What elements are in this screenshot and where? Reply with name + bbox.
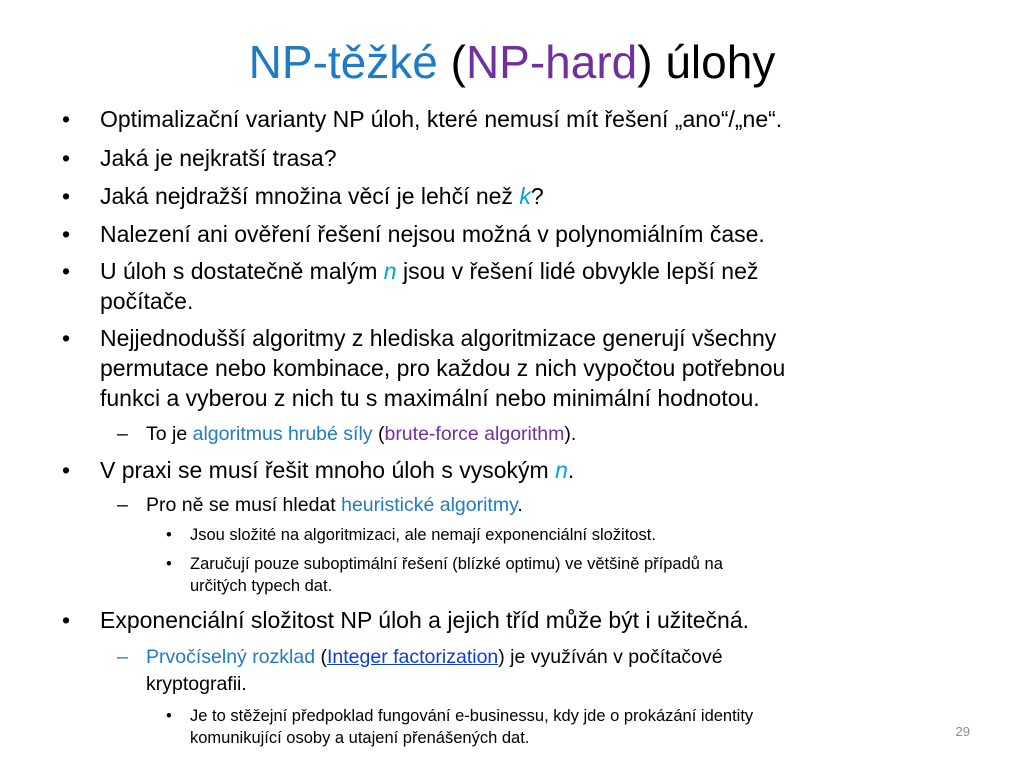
sub-bullet-factorization-continuation: kryptografii. [146,673,247,695]
sub-sub-bullet-complexity: Jsou složité na algoritmizaci, ale nemají exponenciální složitost. [190,526,656,544]
bullet-dot: • [62,607,71,633]
bullet-high-n [100,455,574,485]
bullet-exponential-useful: Exponenciální složitost NP úloh a jejich tříd může být i užitečná. [100,607,750,633]
sub-bullet-heuristics [146,492,523,518]
sub-sub-bullet-ebusiness-line2: komunikující osoby a utajení přenášených dat. [190,729,530,747]
sub-sub-bullet-dot: • [166,555,172,573]
bullet-shortest-route: Jaká je nejkratší trasa? [100,145,337,171]
knapsack-text: Jaká nejdražší množina věcí je lehčí než [100,183,513,209]
bullet-dot: • [62,325,71,351]
bullet-simplest-algorithms-line3: funkci a vyberou z nich tu s maximální nebo minimální hodnotou. [100,385,760,411]
bullet-knapsack [100,181,544,211]
sub-sub-bullet-suboptimal-line2: určitých typech dat. [190,577,333,595]
heuristics-pre: Pro ně se musí hledat [146,494,336,516]
brute-force-pre: To je [146,423,188,445]
sub-bullet-brute-force [146,421,576,447]
factorization-term: Prvočíselný rozklad [146,646,316,668]
heuristics-period: . [517,494,523,516]
bullet-dot: • [62,457,71,483]
factorization-post: ) je využíván v počítačové [498,646,723,668]
humans-text-post: jsou v řešení lidé obvykle lepší než [402,258,759,284]
variable-k: k [519,183,531,209]
brute-force-open-paren: ( [377,423,385,445]
variable-n: n [383,258,397,284]
title-czech-term: NP-těžké [248,36,438,88]
title-english-term: NP-hard [465,36,638,88]
brute-force-term: algoritmus hrubé síly [192,423,373,445]
bullet-dot: • [62,183,71,209]
bullet-optimization-variants: Optimalizační varianty NP úloh, které nemusí mít řešení „ano“/„ne“. [100,106,783,132]
sub-sub-bullet-ebusiness-line1: Je to stěžejní předpoklad fungování e-businessu, kdy jde o prokázání identity [190,707,754,725]
bullet-simplest-algorithms-line1: Nejjednodušší algoritmy z hlediska algoritmizace generují všechny [100,325,777,351]
humans-text-pre: U úloh s dostatečně malým [100,258,378,284]
integer-factorization-link[interactable]: Integer factorization [327,646,499,668]
title-rest: ) úlohy [637,36,776,88]
bullet-humans-better-continuation: počítače. [100,288,194,314]
high-n-period: . [567,457,575,483]
brute-force-english: brute-force algorithm [384,423,565,445]
variable-n: n [555,457,568,483]
factorization-open-paren: ( [320,646,327,668]
slide-title [0,32,1024,92]
bullet-simplest-algorithms-line2: permutace nebo kombinace, pro každou z nich vypočtou potřebnou [100,355,786,381]
high-n-text: V praxi se musí řešit mnoho úloh s vysokým [100,457,549,483]
bullet-humans-better [100,256,758,286]
sub-bullet-dash: – [117,423,128,445]
sub-bullet-dash: – [117,646,128,668]
sub-sub-bullet-dot: • [166,526,172,544]
bullet-not-polynomial: Nalezení ani ověření řešení nejsou možná v polynomiálním čase. [100,221,765,247]
bullet-dot: • [62,221,71,247]
page-number: 29 [955,724,970,739]
brute-force-close: ). [564,423,577,445]
sub-bullet-dash: – [117,494,128,516]
bullet-dot: • [62,145,71,171]
sub-sub-bullet-suboptimal-line1: Zaručují pouze suboptimální řešení (blízké optimu) ve většině případů na [190,555,723,573]
title-open-paren: ( [450,36,466,88]
sub-sub-bullet-dot: • [166,707,172,725]
knapsack-question-mark: ? [530,183,544,209]
bullet-dot: • [62,258,71,284]
heuristics-term: heuristické algoritmy [341,494,518,516]
sub-bullet-factorization [146,644,723,670]
bullet-dot: • [62,106,71,132]
